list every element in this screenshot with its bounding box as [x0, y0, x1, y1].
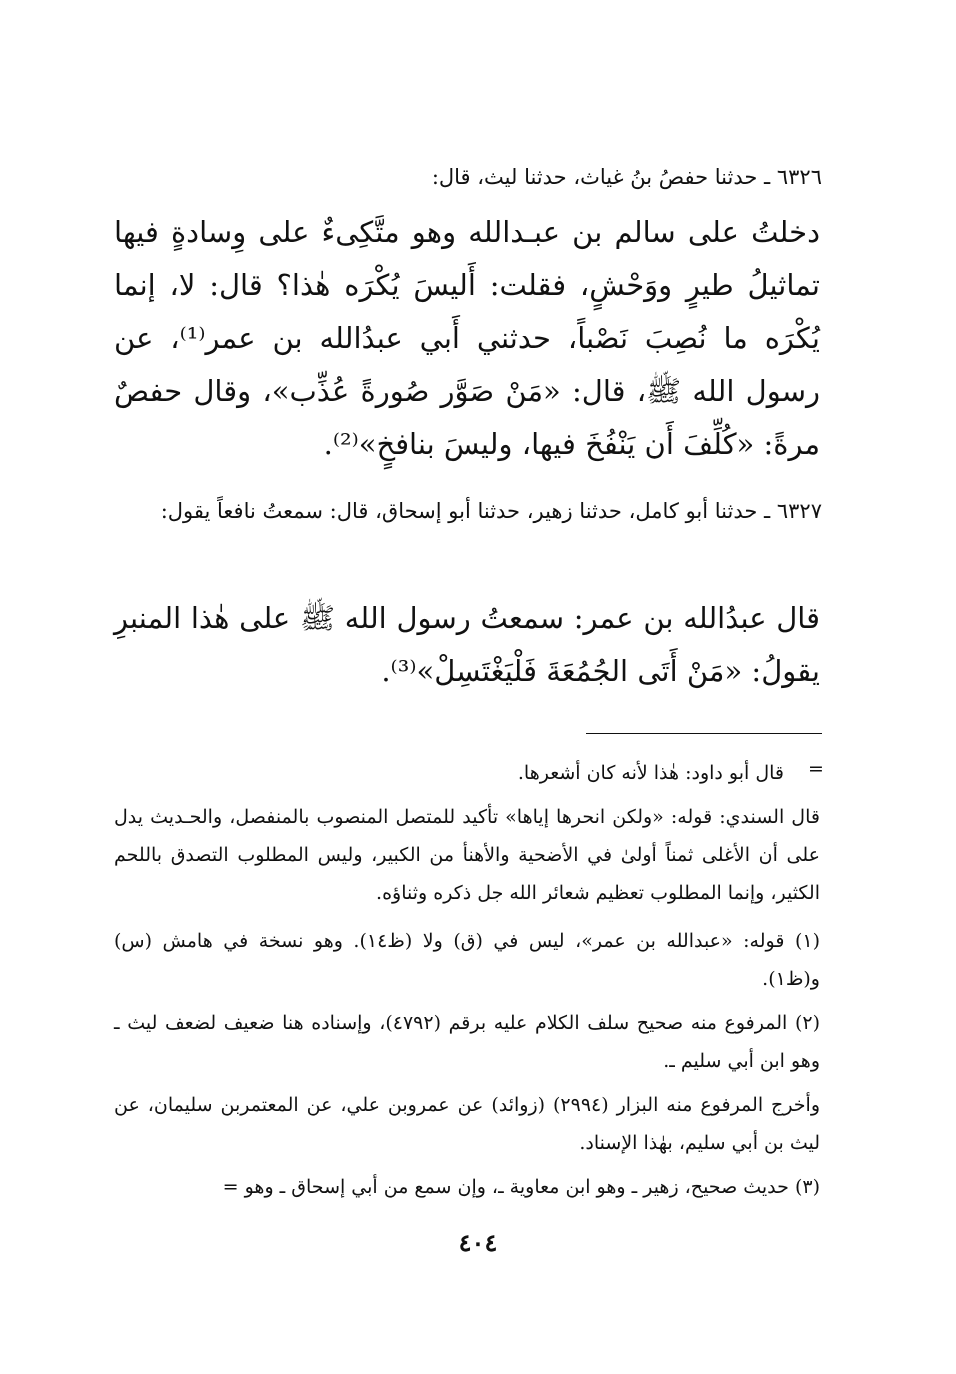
hadith-6326-matn: دخلتُ على سالم بن عبـدالله وهو متَّكِىءٌ على وِسادةٍ فيها تماثيلُ طيرٍ ووَحْشٍ، فقلت: أَليسَ يُكْرَه هٰذا؟ قال: لا، إنما يُكْرَه ما نُصِبَ نَصْباً، حدثني أَبي عبدُالله بن عمر⁽¹⁾، عن رسول الله ﷺ، قال: «مَنْ صَوَّر صُورةً عُذِّب»، وقال حفصٌ مرةً: «كُلِّفَ أَن يَنْفُخَ فيها، وليسَ بنافخٍ»⁽²⁾. — [114, 215, 820, 461]
footnote-3: (٣) حديث صحيح، زهير ـ وهو ابن معاوية ـ، وإن سمع من أبي إسحاق ـ وهو = — [222, 1176, 820, 1198]
footnote-1: (١) قوله: «عبدالله بن عمر»، ليس في (ق) ولا (ظ١٤). وهو نسخة في هامش (س) و(ظ١). — [114, 930, 821, 990]
footnote-2: (٢) المرفوع منه صحيح سلف الكلام عليه برقم (٤٧٩٢)، وإسناده هنا ضعيف لضعف ليث ـ وهو ابن أبي سليم ـ. — [114, 1012, 820, 1072]
footnote-sindi: قال السندي: قوله: «ولكن انحرها إياها» تأكيد للمتصل المنصوب بالمنفصل، والحـديث يدل على أن الأغلى ثمناً أولىٰ في الأضحية والأهنأ من الكبير، وليس المطلوب التصدق باللحم الكثير، وإنما المطلوب تعظيم شعائر الله جل ذكره وثناؤه. — [114, 806, 820, 904]
hadith-6326-isnad: ٦٣٢٦ ـ حدثنا حفصُ بنُ غياث، حدثنا ليث، قال: — [431, 165, 822, 189]
footnote-separator — [586, 733, 822, 734]
hadith-6327-isnad: ٦٣٢٧ ـ حدثنا أبو كامل، حدثنا زهير، حدثنا أبو إسحاق، قال: سمعتُ نافعاً يقول: — [160, 499, 822, 523]
footnote-abu-dawud: قال أبو داود: هٰذا لأنه كان أشعرها. — [517, 762, 784, 784]
page-number: ٤٠٤ — [458, 1228, 498, 1257]
continuation-mark: = — [808, 758, 824, 780]
footnote-2-continued: وأخرج المرفوع منه البزار (٢٩٩٤) (زوائد) عن عمروبن علي، عن المعتمربن سليمان، عن ليث بن أبي سليم، بهٰذا الإسناد. — [114, 1094, 821, 1154]
hadith-6327-matn: قال عبدُالله بن عمر: سمعتُ رسول الله ﷺ على هٰذا المنبرِ يقولُ: «مَنْ أَتَى الجُمُعَةَ فَلْيَغْتَسِلْ»⁽³⁾. — [114, 601, 820, 688]
